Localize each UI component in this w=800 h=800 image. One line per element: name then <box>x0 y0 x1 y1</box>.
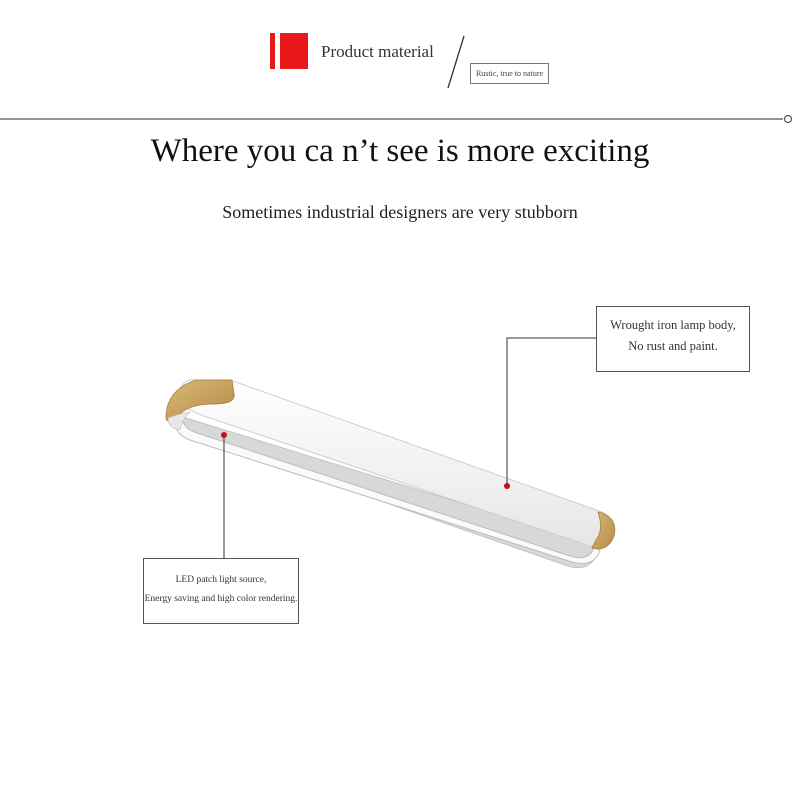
marker-dot-body-icon <box>504 483 510 489</box>
callout-body-line1: Wrought iron lamp body, <box>610 318 736 332</box>
callout-lamp-body <box>596 306 750 372</box>
callout-line-body <box>507 338 596 486</box>
header-title: Product material <box>321 42 434 61</box>
callout-led-line2: Energy saving and high color rendering. <box>144 594 298 604</box>
page-title: Where you ca n’t see is more exciting <box>150 133 650 169</box>
callout-led-source <box>143 558 299 624</box>
callout-body-line2: No rust and paint. <box>628 339 718 353</box>
header-tag: Rustic, true to nature <box>470 63 549 84</box>
lamp-body <box>180 380 615 547</box>
page-subtitle: Sometimes industrial designers are very stubborn <box>222 202 578 222</box>
callout-led-line1: LED patch light source, <box>175 575 267 585</box>
marker-dot-led-icon <box>221 432 227 438</box>
